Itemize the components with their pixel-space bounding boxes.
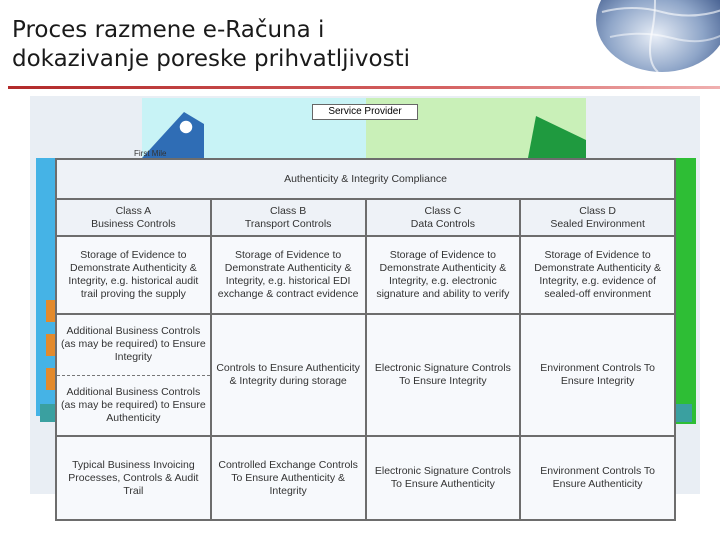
column-header-class-b [211,199,366,236]
column-subtitle: Business Controls [91,217,176,230]
column-title: Class B [270,204,307,217]
authenticity-cell-class-c: Electronic Signature Controls To Ensure Authenticity [366,436,521,520]
service-provider-label: Service Provider [312,104,418,120]
column-title: Class D [579,204,616,217]
arrow-right-icon [528,116,586,158]
right-process-band [676,158,696,424]
integrity-controls-class-c-text: Electronic Signature Controls To Ensure Integrity [374,362,511,387]
speech-bubble-icon [179,120,193,134]
evidence-cell-class-a: Storage of Evidence to Demonstrate Authenticity & Integrity, e.g. historical audit trail proving the supply [56,236,211,314]
matrix-header: Authenticity & Integrity Compliance [56,159,675,199]
slide-title-line-1: Proces razmene e-Računa i [12,17,325,43]
authenticity-cell-class-a: Typical Business Invoicing Processes, Controls & Audit Trail [56,436,211,520]
first-mile-label: First Mile [134,149,167,158]
column-title: Class A [115,204,152,217]
integrity-controls-class-c [366,314,521,436]
evidence-cell-class-d: Storage of Evidence to Demonstrate Authenticity & Integrity, e.g. evidence of sealed-off environment [520,236,675,314]
compliance-matrix [55,158,676,521]
column-subtitle: Transport Controls [244,217,332,230]
evidence-cell-class-b: Storage of Evidence to Demonstrate Authenticity & Integrity, e.g. historical EDI exchange & contract evidence [211,236,366,314]
integrity-controls-class-b [211,314,366,436]
integrity-controls-class-d [520,314,675,436]
column-subtitle: Data Controls [410,217,475,230]
column-header-class-d [520,199,675,236]
authenticity-cell-class-b: Controlled Exchange Controls To Ensure Authenticity & Integrity [211,436,366,520]
integrity-controls-class-d-text: Environment Controls To Ensure Integrity [540,362,656,387]
authenticity-controls-class-a: Additional Business Controls (as may be required) to Ensure Authenticity [57,375,210,436]
authenticity-cell-class-d: Environment Controls To Ensure Authenticity [520,436,675,520]
column-header-class-a [56,199,211,236]
column-header-class-c [366,199,521,236]
slide-title-line-2: dokazivanje poreske prihvatljivosti [12,46,410,72]
integrity-controls-class-b-text: Controls to Ensure Authenticity & Integrity during storage [216,362,360,387]
integrity-controls-class-a: Additional Business Controls (as may be required) to Ensure Integrity [61,325,206,364]
column-title: Class C [424,204,462,217]
column-subtitle: Sealed Environment [550,217,645,230]
evidence-cell-class-c: Storage of Evidence to Demonstrate Authenticity & Integrity, e.g. electronic signature and ability to verify [366,236,521,314]
controls-cell-class-a [56,314,211,436]
